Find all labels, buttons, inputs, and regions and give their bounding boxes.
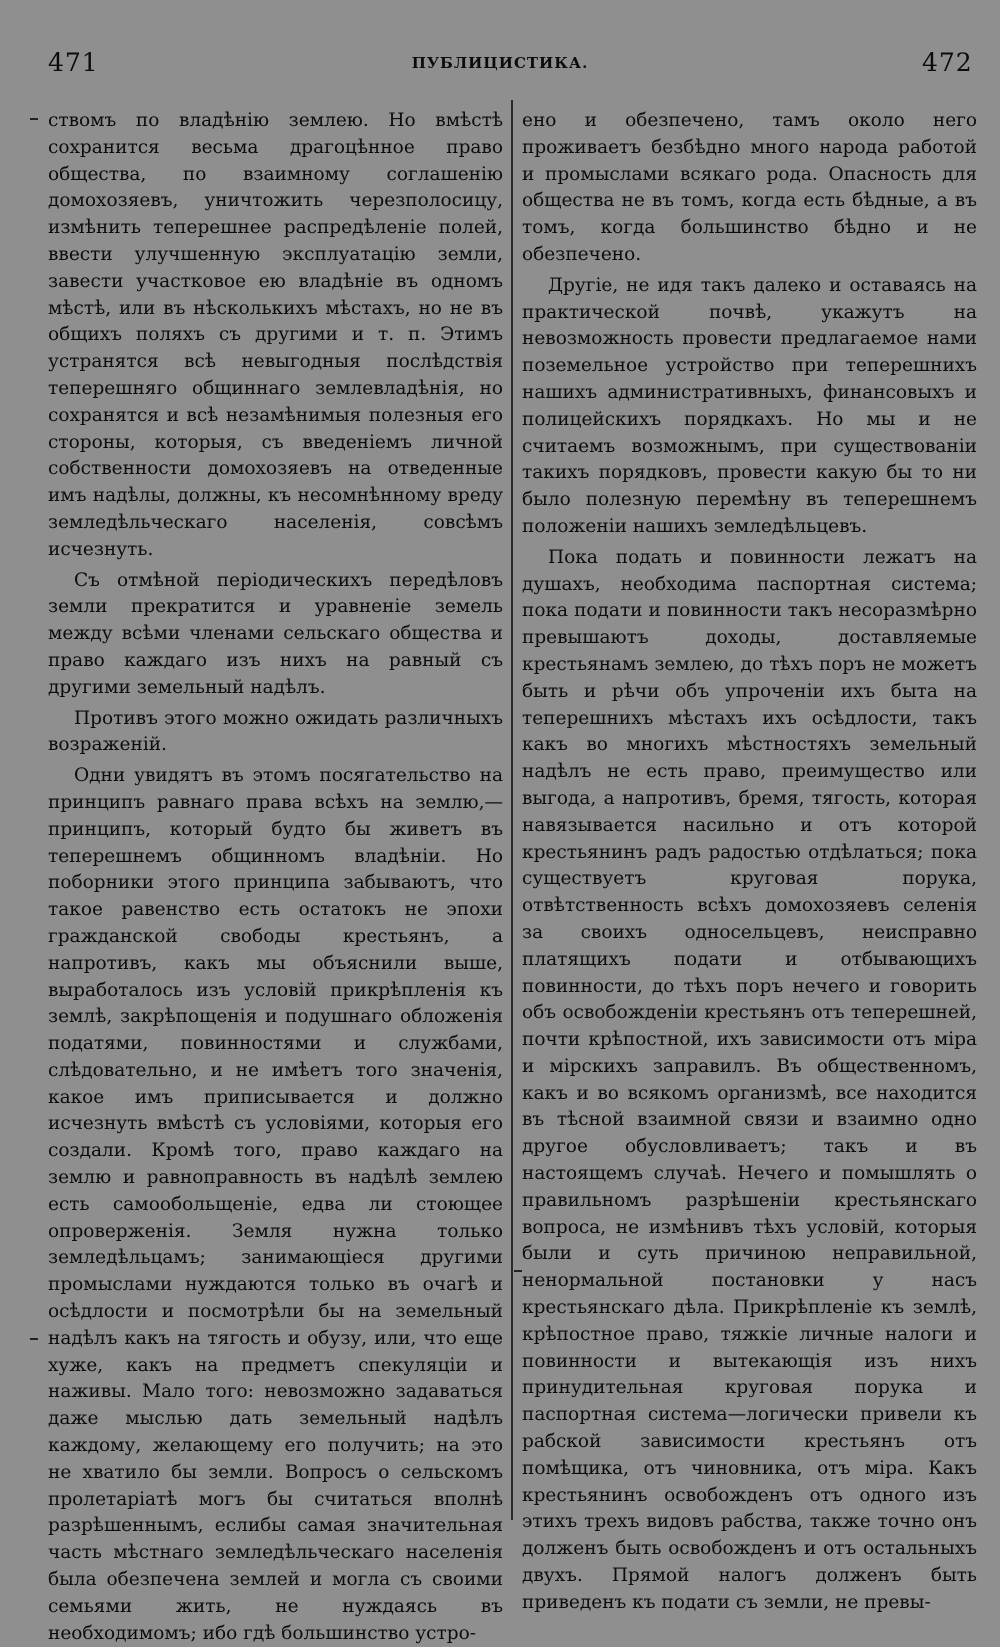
margin-mark [514, 1270, 522, 1272]
margin-mark [30, 1338, 38, 1340]
paragraph: Другіе, не идя такъ далеко и оставаясь на практической почвѣ, укажутъ на невозможность провести предлагаемое нами поземельное устройство при теперешнихъ нашихъ административныхъ, финансовыхъ и полицейскихъ порядкахъ. Но мы и не считаемъ возможнымъ, при существованіи такихъ порядковъ, провести какую бы то ни было полезную перемѣну въ теперешнемъ положеніи нашихъ земледѣльцевъ. [522, 274, 977, 537]
paragraph: Съ отмѣной періодическихъ передѣловъ земли прекратится и уравненіе земель между всѣми членами сельскаго общества и право каждаго изъ нихъ на равный съ другими земельный надѣлъ. [48, 569, 503, 698]
running-title: ПУБЛИЦИСТИКА. [411, 54, 589, 72]
paragraph: Одни увидятъ въ этомъ посягательство на принципъ равнаго права всѣхъ на землю,— принципъ, который будто бы живетъ въ теперешнемъ общинномъ владѣніи. Но поборники этого принципа забываютъ, что такое равенство есть остатокъ не эпохи гражданской свободы крестьянъ, а напротивъ, какъ мы объяснили выше, выработалось изъ условій прикрѣпленія къ землѣ, закрѣпощенія и подушнаго обложенія податями, повинностями и службами, слѣдовательно, и не имѣетъ того значенія, какое имъ приписывается и должно исчезнуть вмѣстѣ съ условіями, которыя его создали. Кромѣ того, право каждаго на землю и равноправность въ надѣлѣ землею есть самообольщеніе, едва ли стоющее опроверженія. Земля нужна только земледѣльцамъ; занимающіеся другими промыслами нуждаются только въ очагѣ и осѣдлости и посмотрѣли бы на земельный надѣлъ какъ на тягость и обузу, или, что еще хуже, какъ на предметъ спекуляціи и наживы. Мало того: невозможно задаваться даже мыслью дать земельный надѣлъ каждому, желающему его получить; на это не хватило бы земли. Вопросъ о сельскомъ пролетаріатѣ могъ бы считаться вполнѣ разрѣшеннымъ, еслибы самая значительная часть мѣстнаго земледѣльческаго населенія была обезпечена землей и могла съ своими семьями жить, не нуждаясь въ необходимомъ; ибо гдѣ большинство устро- [48, 765, 503, 1644]
paragraph: Пока подать и повинности лежатъ на душахъ, необходима паспортная система; пока подати и повинности такъ несоразмѣрно превышаютъ доходы, доставляемые крестьянамъ землею, до тѣхъ поръ не можетъ быть и рѣчи объ упроченіи ихъ быта на теперешнихъ мѣстахъ ихъ осѣдлости, такъ какъ во многихъ мѣстностяхъ земельный надѣлъ не есть право, преимущество или выгода, а напротивъ, бремя, тягость, которая навязывается насильно и отъ которой крестьянинъ радъ радостью отдѣлаться; пока существуетъ круговая порука, отвѣтственность всѣхъ домохозяевъ селенія за своихъ односельцевъ, неисправно платящихъ подати и отбывающихъ повинности, до тѣхъ поръ нечего и говорить объ освобожденіи крестьянъ отъ теперешней, почти крѣпостной, ихъ зависимости отъ міра и мірскихъ заправилъ. Въ общественномъ, какъ и во всякомъ организмѣ, все находится въ тѣсной взаимной связи и взаимно одно другое обусловливаетъ; такъ и въ настоящемъ случаѣ. Нечего и помышлять о правильномъ разрѣшеніи крестьянскаго вопроса, не измѣнивъ тѣхъ условій, которыя были и суть причиною неправильной, ненормальной постановки у насъ крестьянскаго дѣла. Прикрѣпленіе къ землѣ, крѣпостное право, тяжкіе личные налоги и повинности и вытекающія изъ нихъ принудительная круговая порука и паспортная система—логически привели къ рабской зависимости крестьянъ отъ помѣщика, отъ чиновника, отъ міра. Какъ крестьянинъ освобожденъ отъ одного изъ этихъ трехъ видовъ рабства, также точно онъ долженъ быть освобожденъ и отъ остальныхъ двухъ. Прямой налогъ долженъ быть приведенъ къ подати съ земли, не превы- [522, 546, 977, 1613]
page-number-left: 471 [48, 48, 99, 77]
right-column [522, 108, 977, 1613]
left-column [48, 108, 503, 1644]
page-header [0, 48, 1000, 88]
paragraph: Противъ этого можно ожидать различныхъ возраженій. [48, 707, 503, 756]
paragraph: ствомъ по владѣнію землею. Но вмѣстѣ сохранится весьма драгоцѣнное право общества, по взаимному соглашенію домохозяевъ, уничтожить черезполосицу, измѣнить теперешнее распредѣленіе полей, ввести улучшенную эксплуатацію земли, завести участковое ею владѣніе въ одномъ мѣстѣ, или въ нѣсколькихъ мѣстахъ, но не въ общихъ поляхъ съ другими и т. п. Этимъ устранятся всѣ невыгодныя послѣдствія теперешняго общиннаго землевладѣнія, но сохранятся и всѣ незамѣнимыя полезныя его стороны, которыя, съ введеніемъ личной собственности домохозяевъ на отведенные имъ надѣлы, должны, къ несомнѣнному вреду земледѣльческаго населенія, совсѣмъ исчезнуть. [48, 110, 503, 560]
margin-mark [30, 118, 38, 120]
page-number-right: 472 [922, 48, 973, 77]
column-divider [511, 100, 513, 1520]
paragraph: ено и обезпечено, тамъ около него проживаетъ безбѣдно много народа работой и промыслами всякаго рода. Опасность для общества не въ томъ, когда есть бѣдные, а въ томъ, когда большинство бѣдно и не обезпечено. [522, 110, 977, 265]
